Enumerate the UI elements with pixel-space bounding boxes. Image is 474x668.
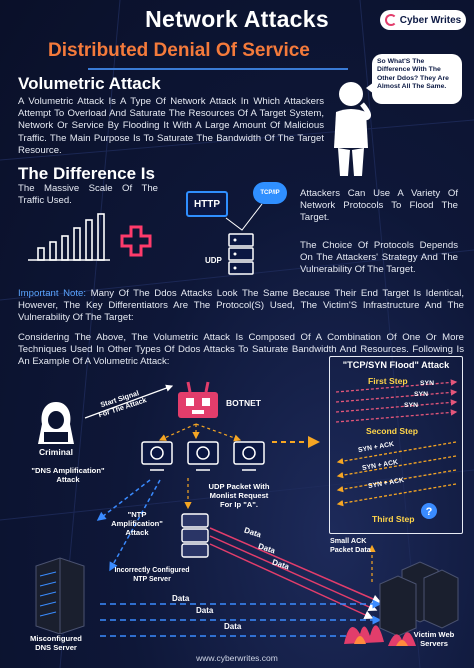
syn-label-2: SYN (414, 391, 428, 398)
important-note-label: Important Note: (18, 288, 87, 299)
protocol-connector-lines (222, 200, 272, 236)
dns-server-label: Misconfigured DNS Server (30, 634, 82, 652)
volumetric-heading: Volumetric Attack (18, 74, 161, 93)
brand-name: Cyber Writes (399, 14, 462, 26)
bar-chart-icon (26, 212, 112, 262)
dns-server-icon (30, 556, 90, 634)
first-step-label: First Step (368, 376, 408, 386)
criminal-label: Criminal (38, 447, 73, 457)
data-label-3: Data (271, 557, 291, 572)
second-step-label: Second Step (366, 426, 419, 436)
brand-logo[interactable] (380, 10, 466, 30)
server-rack-icon (227, 232, 255, 278)
udp-packet-label: UDP Packet With Monlist Request For Ip "A". (208, 482, 270, 509)
victim-servers-label: Victim Web Servers (413, 630, 455, 648)
page-subtitle: Distributed Denial Of Service (48, 40, 310, 61)
data-label-4: Data (172, 594, 190, 603)
syn-flood-arrows (332, 372, 462, 532)
data-label-5: Data (196, 606, 214, 615)
volumetric-description: A Volumetric Attack Is A Type Of Network Attack In Which Attackers Attempt To Overload And Saturate The Resources Of A Target System, Network Or Service By Flooding It With A Large Amount Of Malicious Traffic. The Main Purpose Is To Saturate The Bandwidth Of The Target Resource. (18, 96, 324, 156)
start-signal-label: Start Signal For The Attack (97, 388, 148, 420)
bot-computers-icon (140, 440, 270, 474)
syn-ack-label-2: SYN + ACK (361, 458, 399, 473)
botnet-icon (176, 378, 220, 422)
subtitle-underline (88, 68, 348, 70)
question-icon (420, 502, 438, 520)
syn-label-3: SYN (404, 402, 418, 409)
data-label-2: Data (257, 541, 277, 556)
important-note-text: Many Of The Ddos Attacks Look The Same Because Their End Target Is Identical, However, The Key Differentiators Are The Protocol(S) Used, The Victim'S Infrastructure And The Vulnerability Of The Target: (18, 288, 464, 324)
difference-right-text-1: Attackers Can Use A Variety Of Network Protocols To Flood The Target. (300, 188, 458, 224)
third-step-label: Third Step (372, 514, 415, 524)
criminal-hacker-icon (34, 400, 78, 446)
http-protocol-icon: HTTP (186, 191, 228, 217)
difference-heading: The Difference Is (18, 164, 155, 183)
data-label-6: Data (224, 622, 242, 631)
ntp-server-icon (180, 512, 210, 560)
difference-right-text-2: The Choice Of Protocols Depends On The Attackers' Strategy And The Vulnerability Of The Target. (300, 240, 458, 276)
page-title: Network Attacks (145, 6, 329, 32)
svg-text:?: ? (425, 506, 433, 518)
udp-label: UDP (205, 256, 222, 265)
syn-ack-label-3: SYN + ACK (367, 476, 405, 491)
plus-icon (119, 224, 153, 258)
considering-text: Considering The Above, The Volumetric Attack Is Composed Of A Combination Of One Or More Techniques Used In Other Types Of Ddos Attacks To Saturate Bandwidth And Resources. Following Is An Example Of A Volumetric Attack: (18, 332, 464, 368)
difference-left-text: The Massive Scale Of The Traffic Used. (18, 183, 158, 207)
data-label-1: Data (243, 525, 263, 540)
dns-amplification-label: "DNS Amplification" Attack (31, 466, 105, 484)
syn-label-1: SYN (420, 380, 434, 387)
important-note (18, 288, 464, 325)
syn-ack-label-1: SYN + ACK (357, 440, 395, 455)
brand-c-icon (385, 14, 397, 26)
footer-url[interactable]: www.cyberwrites.com (196, 653, 278, 663)
botnet-label: BOTNET (226, 398, 261, 408)
speech-bubble: So What'S The Difference With The Other Ddos? They Are Almost All The Same. (372, 54, 462, 104)
small-ack-label: Small ACK Packet Data (330, 536, 371, 554)
tcpip-cloud-icon: TCP/IP (253, 182, 287, 204)
flood-title: "TCP/SYN Flood" Attack (342, 360, 450, 370)
ntp-amplification-label: "NTP Amplification" Attack (111, 510, 163, 537)
ntp-server-label: Incorrectly Configured NTP Server (114, 567, 190, 583)
